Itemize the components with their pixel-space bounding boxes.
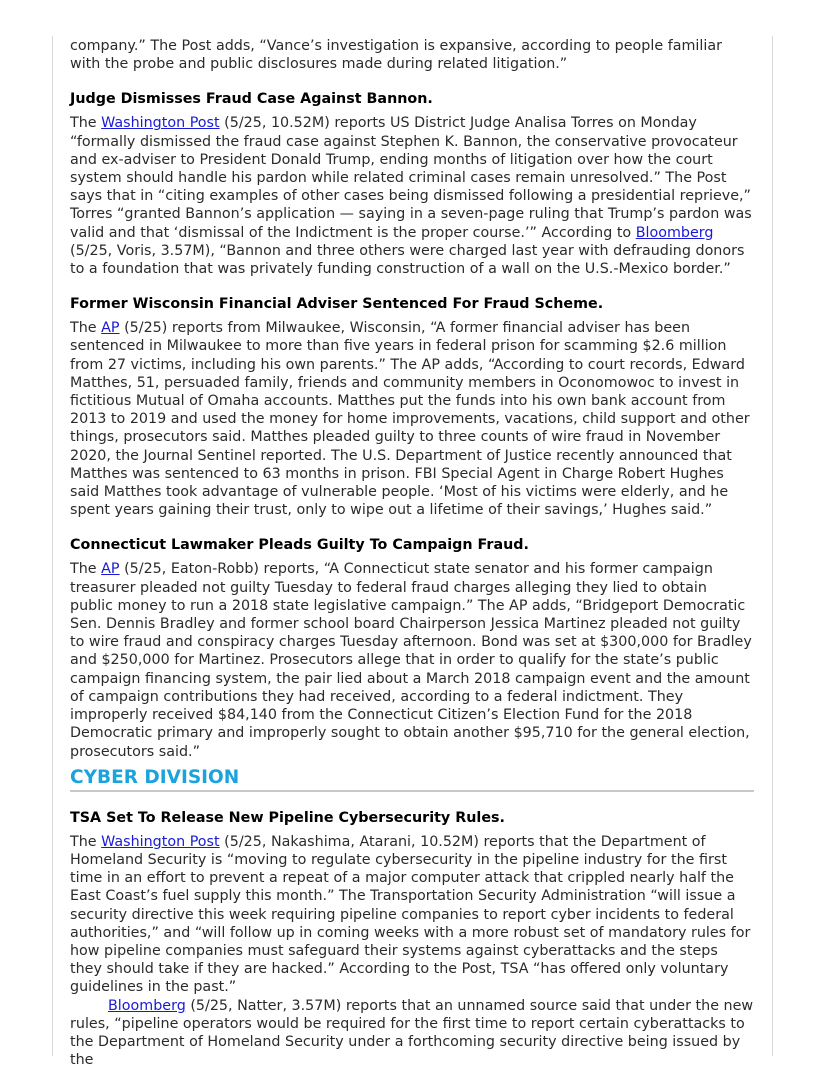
article-tsa-text-1: (5/25, Nakashima, Atarani, 10.52M) reports that the Department of Homeland Security is “moving to regulate cybersecurity in the pipeline industry for the first time in an effort to prevent a repeat of a major computer attack that crippled nearly half the East Coast’s fuel supply this month.” The Transportation Security Administration “will issue a security directive this week requiring pipeline companies to report cyber incidents to federal authorities,” and “will follow up in coming weeks with a more robust set of mandatory rules for how pipeline companies must safeguard their systems against cyberattacks and the steps they should take if they are hacked.” According to the Post, TSA “has offered only voluntary guidelines in the past.” — [70, 833, 751, 996]
headline-connecticut: Connecticut Lawmaker Pleads Guilty To Campaign Fraud. — [70, 537, 529, 554]
article-connecticut-text: (5/25, Eaton-Robb) reports, “A Connecticut state senator and his former campaign treasurer pleaded not guilty Tuesday to federal fraud charges alleging they lied to obtain public money to run a 2018 state legislative campaign.” The AP adds, “Bridgeport Democratic Sen. Dennis Bradley and former school board Chairperson Jessica Martinez pleaded not guilty to wire fraud and conspiracy charges Tuesday afternoon. Bond was set at $300,000 for Bradley and $250,000 for Martinez. Prosecutors allege that in order to qualify for the state’s public campaign financing system, the pair lied about a March 2018 campaign event and the amount of campaign contributions they had received, according to a federal indictment. They improperly received $84,140 from the Connecticut Citizen’s Election Fund for the 2018 Democratic primary and improperly sought to obtain another $95,710 for the general election, prosecutors said.” — [70, 561, 752, 760]
section-title-cyber-division: CYBER DIVISION — [70, 767, 754, 792]
washington-post-link[interactable]: Washington Post — [101, 833, 220, 850]
headline-wisconsin: Former Wisconsin Financial Adviser Sentenced For Fraud Scheme. — [70, 296, 604, 313]
page-right-border — [772, 36, 773, 1056]
article-connecticut-body: The AP (5/25, Eaton-Robb) reports, “A Connecticut state senator and his former campaign treasurer pleaded not guilty Tuesday to federal fraud charges alleging they lied to obtain public money to run a 2018 state legislative campaign.” The AP adds, “Bridgeport Democratic Sen. Dennis Bradley and former school board Chairperson Jessica Martinez pleaded not guilty to wire fraud and conspiracy charges Tuesday afternoon. Bond was set at $300,000 for Bradley and $250,000 for Martinez. Prosecutors allege that in order to qualify for the state’s public campaign financing system, the pair lied about a March 2018 campaign event and the amount of campaign contributions they had received, according to a federal indictment. They improperly received $84,140 from the Connecticut Citizen’s Election Fund for the 2018 Democratic primary and improperly sought to obtain another $95,710 for the general election, prosecutors said.” — [70, 561, 752, 760]
document-body — [70, 37, 754, 1069]
page-left-border — [52, 36, 53, 1056]
ap-link[interactable]: AP — [101, 320, 120, 337]
headline-bannon: Judge Dismisses Fraud Case Against Bannon. — [70, 91, 433, 108]
article-wisconsin-body: The AP (5/25) reports from Milwaukee, Wisconsin, “A former financial adviser has been sentenced in Milwaukee to more than five years in federal prison for scamming $2.6 million from 27 victims, including his own parents.” The AP adds, “According to court records, Edward Matthes, 51, persuaded family, friends and community members in Oconomowoc to invest in fictitious Mutual of Omaha accounts. Matthes put the funds into his own bank account from 2013 to 2019 and used the money for home improvements, vacations, child support and other things, prosecutors said. Matthes pleaded guilty to three counts of wire fraud in November 2020, the Journal Sentinel reported. The U.S. Department of Justice recently announced that Matthes was sentenced to 63 months in prison. FBI Special Agent in Charge Robert Hughes said Matthes took advantage of vulnerable people. ‘Most of his victims were elderly, and he spent years gaining their trust, only to wipe out a lifetime of their savings,’ Hughes said.” — [70, 320, 750, 519]
article-wisconsin-text: (5/25) reports from Milwaukee, Wisconsin, “A former financial adviser has been sentenced in Milwaukee to more than five years in federal prison for scamming $2.6 million from 27 victims, including his own parents.” The AP adds, “According to court records, Edward Matthes, 51, persuaded family, friends and community members in Oconomowoc to invest in fictitious Mutual of Omaha accounts. Matthes put the funds into his own bank account from 2013 to 2019 and used the money for home improvements, vacations, child support and other things, prosecutors said. Matthes pleaded guilty to three counts of wire fraud in November 2020, the Journal Sentinel reported. The U.S. Department of Justice recently announced that Matthes was sentenced to 63 months in prison. FBI Special Agent in Charge Robert Hughes said Matthes took advantage of vulnerable people. ‘Most of his victims were elderly, and he spent years gaining their trust, only to wipe out a lifetime of their savings,’ Hughes said.” — [70, 320, 750, 519]
headline-tsa-pipeline: TSA Set To Release New Pipeline Cybersecurity Rules. — [70, 809, 505, 826]
article-bannon-text-1: (5/25, 10.52M) reports US District Judge Analisa Torres on Monday “formally dismissed the fraud case against Stephen K. Bannon, the conservative provocateur and ex-adviser to President Donald Trump, ending months of litigation over how the court system should handle his pardon while related criminal cases remain unresolved.” The Post says that in “citing examples of other cases being dismissed following a presidential reprieve,” Torres “granted Bannon’s application — saying in a seven-page ruling that Trump’s pardon was valid and that ‘dismissal of the Indictment is the proper course.’” According to — [70, 115, 752, 241]
washington-post-link[interactable]: Washington Post — [101, 115, 220, 132]
article-bannon-body: The Washington Post (5/25, 10.52M) reports US District Judge Analisa Torres on Monday “formally dismissed the fraud case against Stephen K. Bannon, the conservative provocateur and ex-adviser to President Donald Trump, ending months of litigation over how the court system should handle his pardon while related criminal cases remain unresolved.” The Post says that in “citing examples of other cases being dismissed following a presidential reprieve,” Torres “granted Bannon’s application — saying in a seven-page ruling that Trump’s pardon was valid and that ‘dismissal of the Indictment is the proper course.’” According to Bloomberg (5/25, Voris, 3.57M), “Bannon and three others were charged last year with defrauding donors to a foundation that was privately funding construction of a wall on the U.S.-Mexico border.” — [70, 115, 752, 278]
article-tsa-body-2 — [70, 997, 754, 1069]
intro-paragraph: company.” The Post adds, “Vance’s investigation is expansive, according to people familiar with the probe and public disclosures made during related litigation.” — [70, 38, 722, 73]
ap-link[interactable]: AP — [101, 561, 120, 578]
bloomberg-link[interactable]: Bloomberg — [635, 224, 714, 241]
article-bannon-text-2: (5/25, Voris, 3.57M), “Bannon and three others were charged last year with defrauding donors to a foundation that was privately funding construction of a wall on the U.S.-Mexico border.” — [70, 242, 745, 278]
article-tsa-text-2: (5/25, Natter, 3.57M) reports that an unnamed source said that under the new rules, “pipeline operators would be required for the first time to report certain cyberattacks to the Department of Homeland Security under a forthcoming security directive being issued by the — [70, 997, 754, 1069]
bloomberg-link[interactable]: Bloomberg — [108, 997, 186, 1014]
article-tsa-body: The Washington Post (5/25, Nakashima, Atarani, 10.52M) reports that the Department of Homeland Security is “moving to regulate cybersecurity in the pipeline industry for the first time in an effort to prevent a repeat of a major computer attack that crippled nearly half the East Coast’s fuel supply this month.” The Transportation Security Administration “will issue a security directive this week requiring pipeline companies to report cyber incidents to federal authorities,” and “will follow up in coming weeks with a more robust set of mandatory rules for how pipeline companies must safeguard their systems against cyberattacks and the steps they should take if they are hacked.” According to the Post, TSA “has offered only voluntary guidelines in the past.” — [70, 833, 751, 996]
